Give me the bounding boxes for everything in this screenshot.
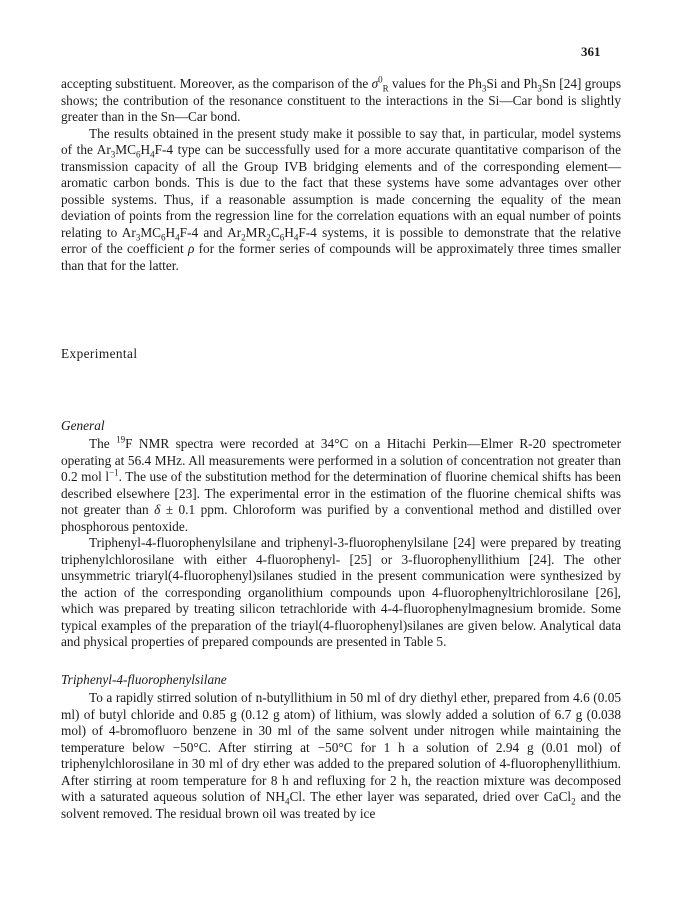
intro-text: [61, 76, 621, 274]
synthesis-subheading: Triphenyl-4-fluorophenylsilane: [61, 672, 227, 687]
synthesis-paragraph-1: To a rapidly stirred solution of n-butyllithium in 50 ml of dry diethyl ether, prepared from 4.6 (0.05 ml) of butyl chloride and 0.85 g (0.12 g atom) of lithium, was slowly added a solution of 6.7 g (0.038 mol) of 4-bromofluoro benzene in 30 ml of the same solvent under nitrogen while maintaining the temperature below −50°C. After stirring at −50°C for 1 h a solution of 2.94 g (0.01 mol) of triphenylchlorosilane in 30 ml of dry ether was added to the prepared solution of 4-fluorophenyllithium. After stirring at room temperature for 8 h and refluxing for 2 h, the reaction mixture was decomposed with a saturated aqueous solution of $NH_4Cl$. The ether layer was separated, dried over CaCl$_2$ and the solvent removed. The residual brown oil was treated by ice: [61, 690, 622, 821]
synthesis-text: [61, 690, 621, 822]
experimental-heading: Experimental: [61, 346, 138, 361]
general-paragraph-1: The $^{19}$F NMR spectra were recorded at 34°C on a Hitachi Perkin—Elmer R-20 spectrometer operating at 56.4 MHz. All measurements were performed in a solution of concentration not greater than 0.2 mol $l^{-1}$. The use of the substitution method for the determination of fluorine chemical shifts has been described elsewhere [23]. The experimental error in the estimation of the fluorine chemical shifts was not greater than δ ± 0.1 ppm. Chloroform was purified by a conventional method and distilled over phosphorous pentoxide.: [61, 434, 621, 534]
intro-paragraph-2: The results obtained in the present study make it possible to say that, in particular, model systems of the $Ar_3MC_6H_4F-4$ type can be successfully used for a more accurate quantitative comparison of the transmission capacity of all the Group IVB bridging elements and of the corresponding element—aromatic carbon bonds. This is due to the fact that these systems have some advantages over other possible systems. Thus, if a reasonable assumption is made concerning the equality of the mean deviation of points from the regression line for the correlation equations with an equal number of points relating to $Ar_3MC_6H_4F-4$ and $Ar_2MR_2C_6H_4F-4$ systems, it is possible to demonstrate that the relative error of the coefficient ρ for the former series of compounds will be approximately three times smaller than that for the latter.: [61, 125, 621, 273]
general-paragraph-2: Triphenyl-4-fluorophenylsilane and triphenyl-3-fluorophenylsilane [24] were prepared by treating triphenylchlorosilane with either 4-fluorophenyl- [25] or 3-fluorophenyllithium [24]. The other unsymmetric triaryl(4-fluorophenyl)silanes studied in the present communication were synthesized by the action of the corresponding organolithium compounds upon 4-fluorophenyltrichlorosilane [26], which was prepared by treating silicon tetrachloride with 4-4-fluorophenylmagnesium bromide. Some typical examples of the preparation of the triayl(4-fluorophenyl)silanes are given below. Analytical data and physical properties of prepared compounds are presented in Table 5.: [61, 535, 621, 649]
intro-paragraph-1: accepting substituent. Moreover, as the comparison of the $\sigma^0_R$ values for the $Ph_3Si$ and $Ph_3Sn$ [24] groups shows; the contribution of the resonance constituent to the interactions in the Si—Car bond is slightly greater than in the Sn—Car bond.: [61, 74, 622, 124]
general-subheading: General: [61, 418, 105, 433]
page-number: 361: [581, 44, 601, 59]
general-text: [61, 436, 621, 651]
